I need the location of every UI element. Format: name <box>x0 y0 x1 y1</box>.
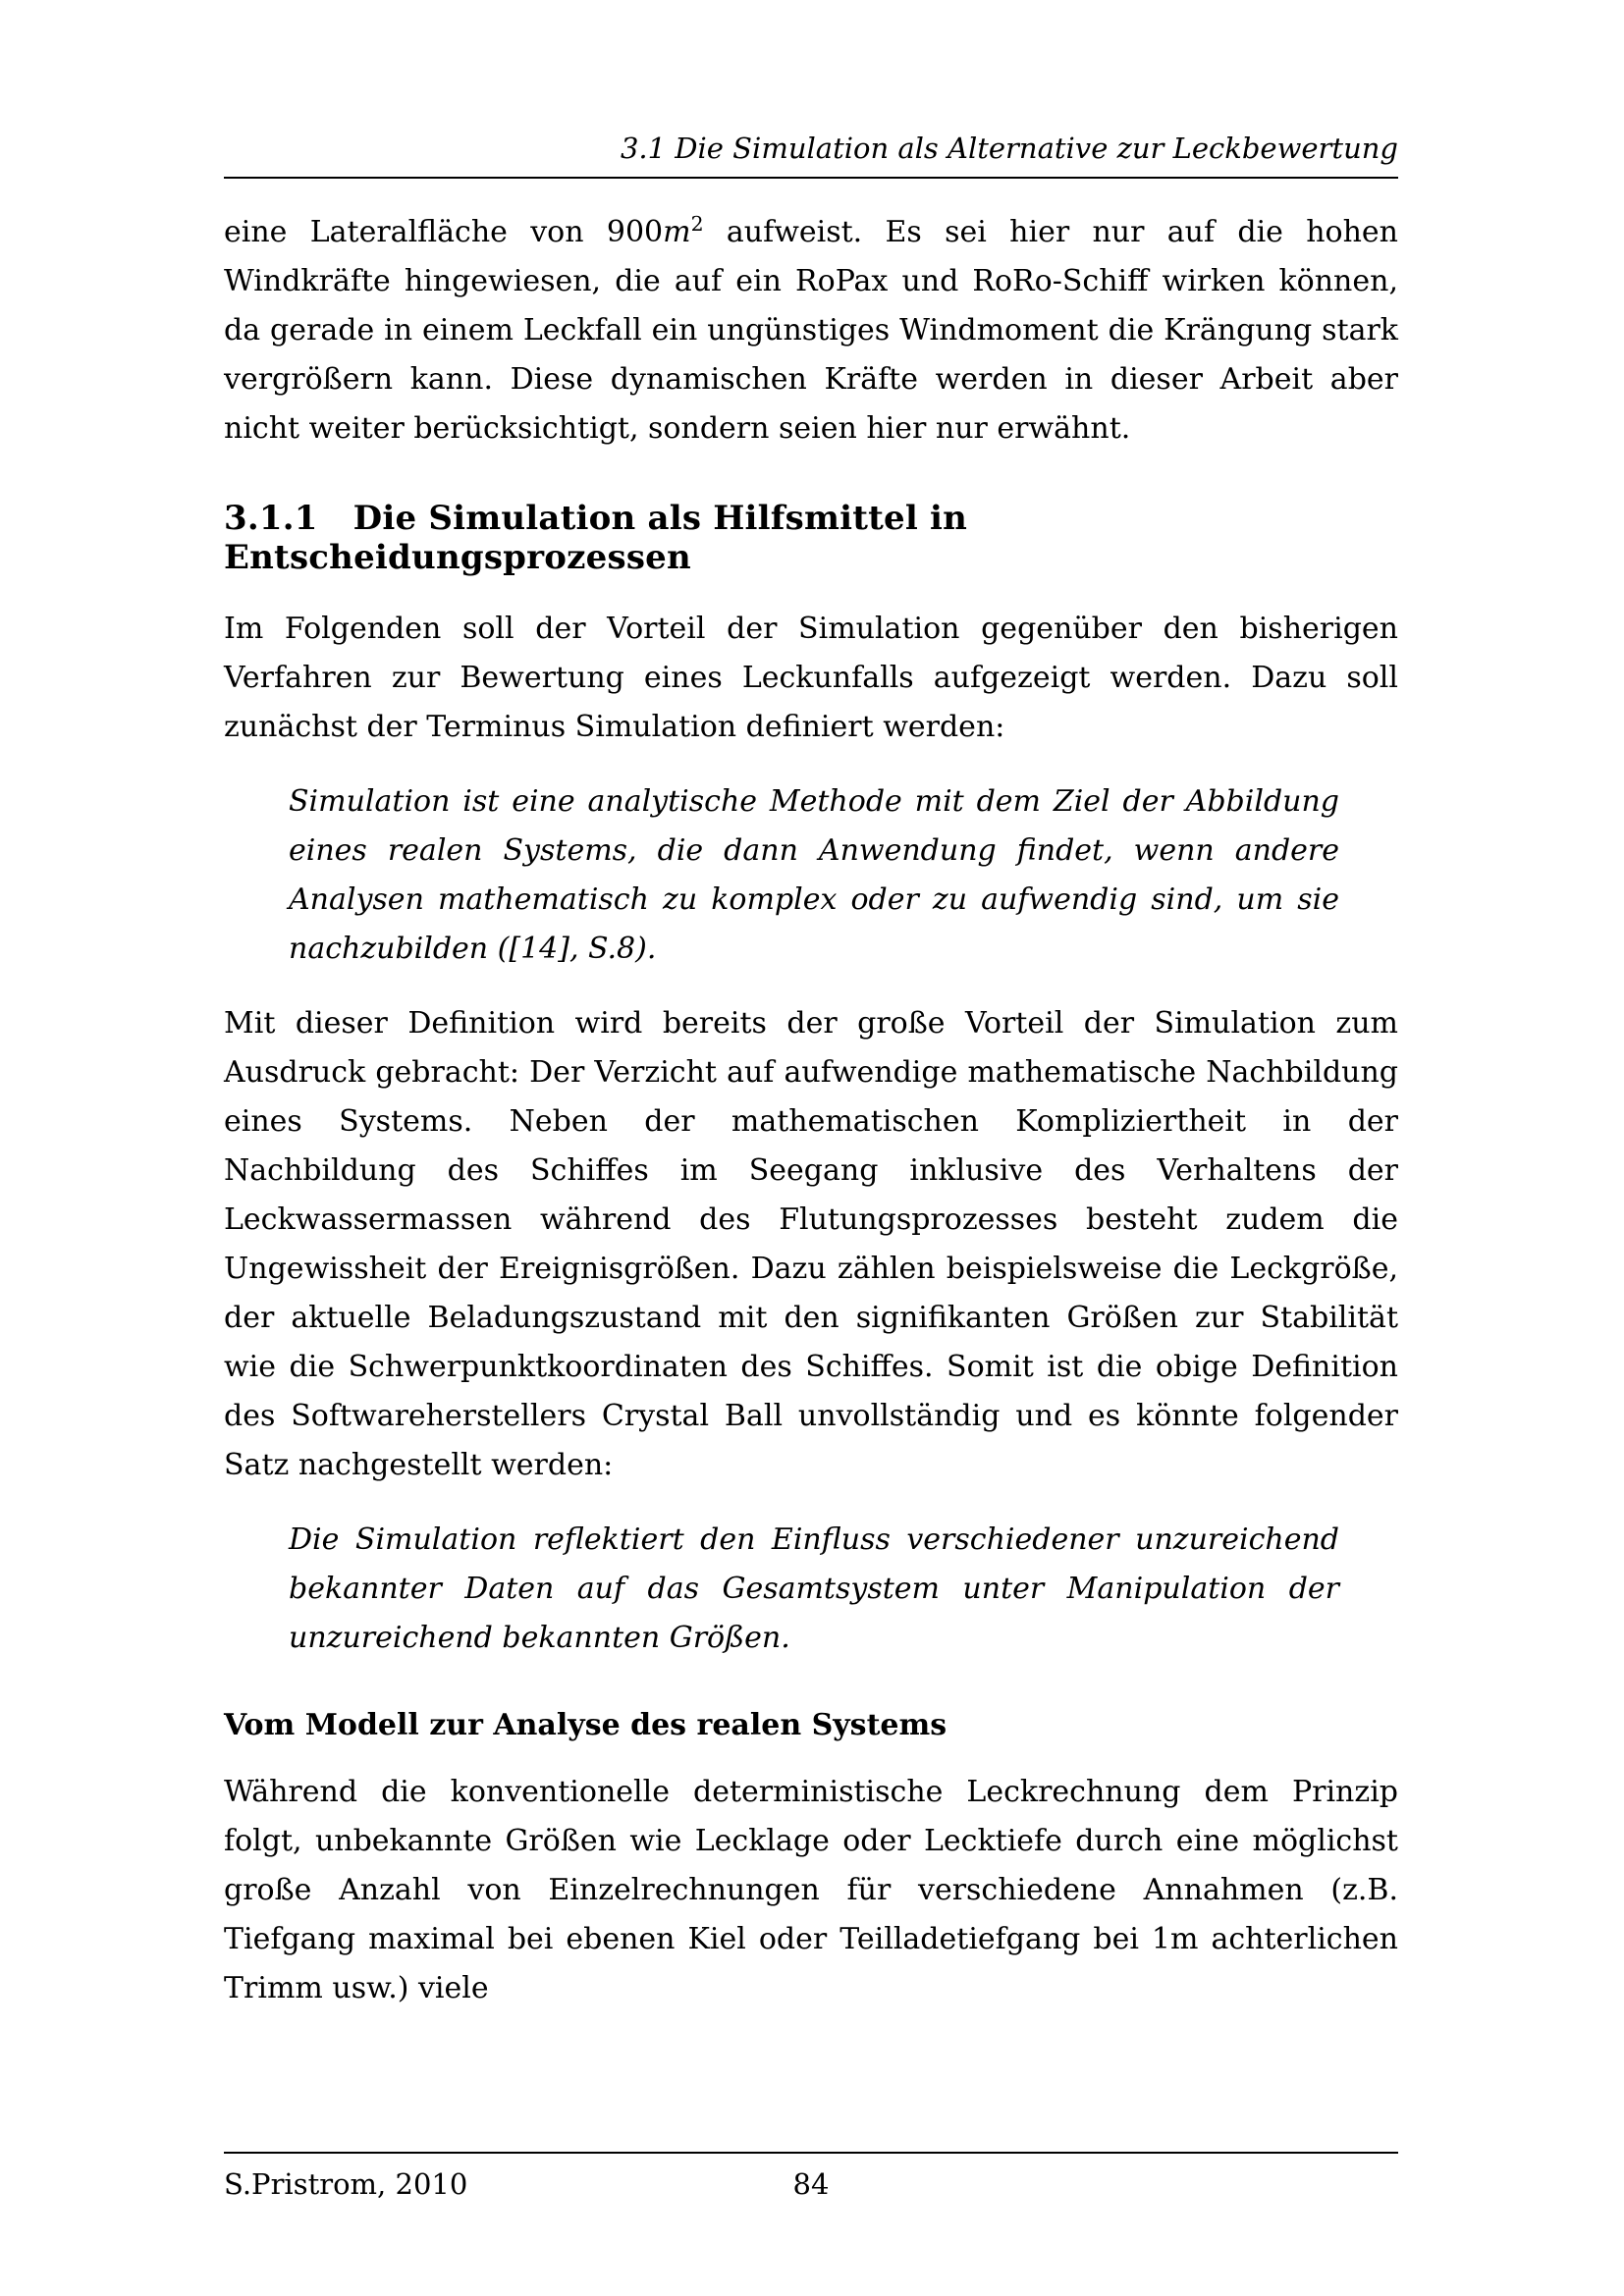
math-exponent: 2 <box>690 212 704 236</box>
text-column <box>224 0 1398 2013</box>
section-title: Die Simulation als Hilfsmittel in Entscheidungsprozessen <box>224 499 968 577</box>
paragraph-intro <box>224 208 1398 454</box>
section-number: 3.1.1 <box>224 499 318 538</box>
subsection-heading: Vom Modell zur Analyse des realen Systems <box>224 1708 947 1742</box>
paragraph-text: eine Lateralfläche von 900 <box>224 215 664 249</box>
section-heading <box>224 499 1398 577</box>
paragraph-model-analysis: Während die konventionelle deterministische Leckrechnung dem Prinzip folgt, unbekannte Größen wie Lecklage oder Lecktiefe durch eine möglichst große Anzahl von Einzelrechnungen für verschiedene Annahmen (z.B. Tiefgang maximal bei ebenen Kiel oder Teilladetiefgang bei 1m achterlichen Trimm usw.) viele <box>224 1775 1398 2005</box>
running-title: 3.1 Die Simulation als Alternative zur Leckbewertung <box>620 132 1398 165</box>
paragraph-text: aufweist. Es sei hier nur auf die hohen Windkräfte hingewiesen, die auf ein RoPax und RoRo-Schiff wirken können, da gerade in einem Leckfall ein ungünstiges Windmoment die Krängung stark vergrößern kann. Diese dynamischen Kräfte werden in dieser Arbeit aber nicht weiter berücksichtigt, sondern seien hier nur erwähnt. <box>224 215 1398 446</box>
page-number: 84 <box>792 2167 830 2201</box>
page-header <box>224 132 1398 179</box>
paragraph-definition-lead: Im Folgenden soll der Vorteil der Simulation gegenüber den bisherigen Verfahren zur Bewertung eines Leckunfalls aufgezeigt werden. Dazu soll zunächst der Terminus Simulation definiert werden: <box>224 612 1398 744</box>
quote-block-extended-definition: Die Simulation reflektiert den Einfluss verschiedener unzureichend bekannter Daten auf das Gesamtsystem unter Manipulation der unzureichend bekannten Größen. <box>289 1522 1339 1655</box>
paragraph-discussion: Mit dieser Definition wird bereits der große Vorteil der Simulation zum Ausdruck gebracht: Der Verzicht auf aufwendige mathematische Nachbildung eines Systems. Neben der mathematischen Kompliziertheit in der Nachbildung des Schiffes im Seegang inklusive des Verhaltens der Leckwassermassen während des Flutungsprozesses besteht zudem die Ungewissheit der Ereignisgrößen. Dazu zählen beispielsweise die Leckgröße, der aktuelle Beladungszustand mit den signifikanten Größen zur Stabilität wie die Schwerpunktkoordinaten des Schiffes. Somit ist die obige Definition des Softwareherstellers Crystal Ball unvollständig und es könnte folgender Satz nachgestellt werden: <box>224 1006 1398 1482</box>
footer-author: S.Pristrom, 2010 <box>224 2167 468 2201</box>
quote-block-simulation-definition: Simulation ist eine analytische Methode mit dem Ziel der Abbildung eines realen Systems, die dann Anwendung findet, wenn andere Analysen mathematisch zu komplex oder zu aufwendig sind, um sie nachzubilden ([14], S.8). <box>289 784 1339 966</box>
math-variable: m <box>663 215 691 249</box>
page-footer <box>224 2152 1398 2201</box>
